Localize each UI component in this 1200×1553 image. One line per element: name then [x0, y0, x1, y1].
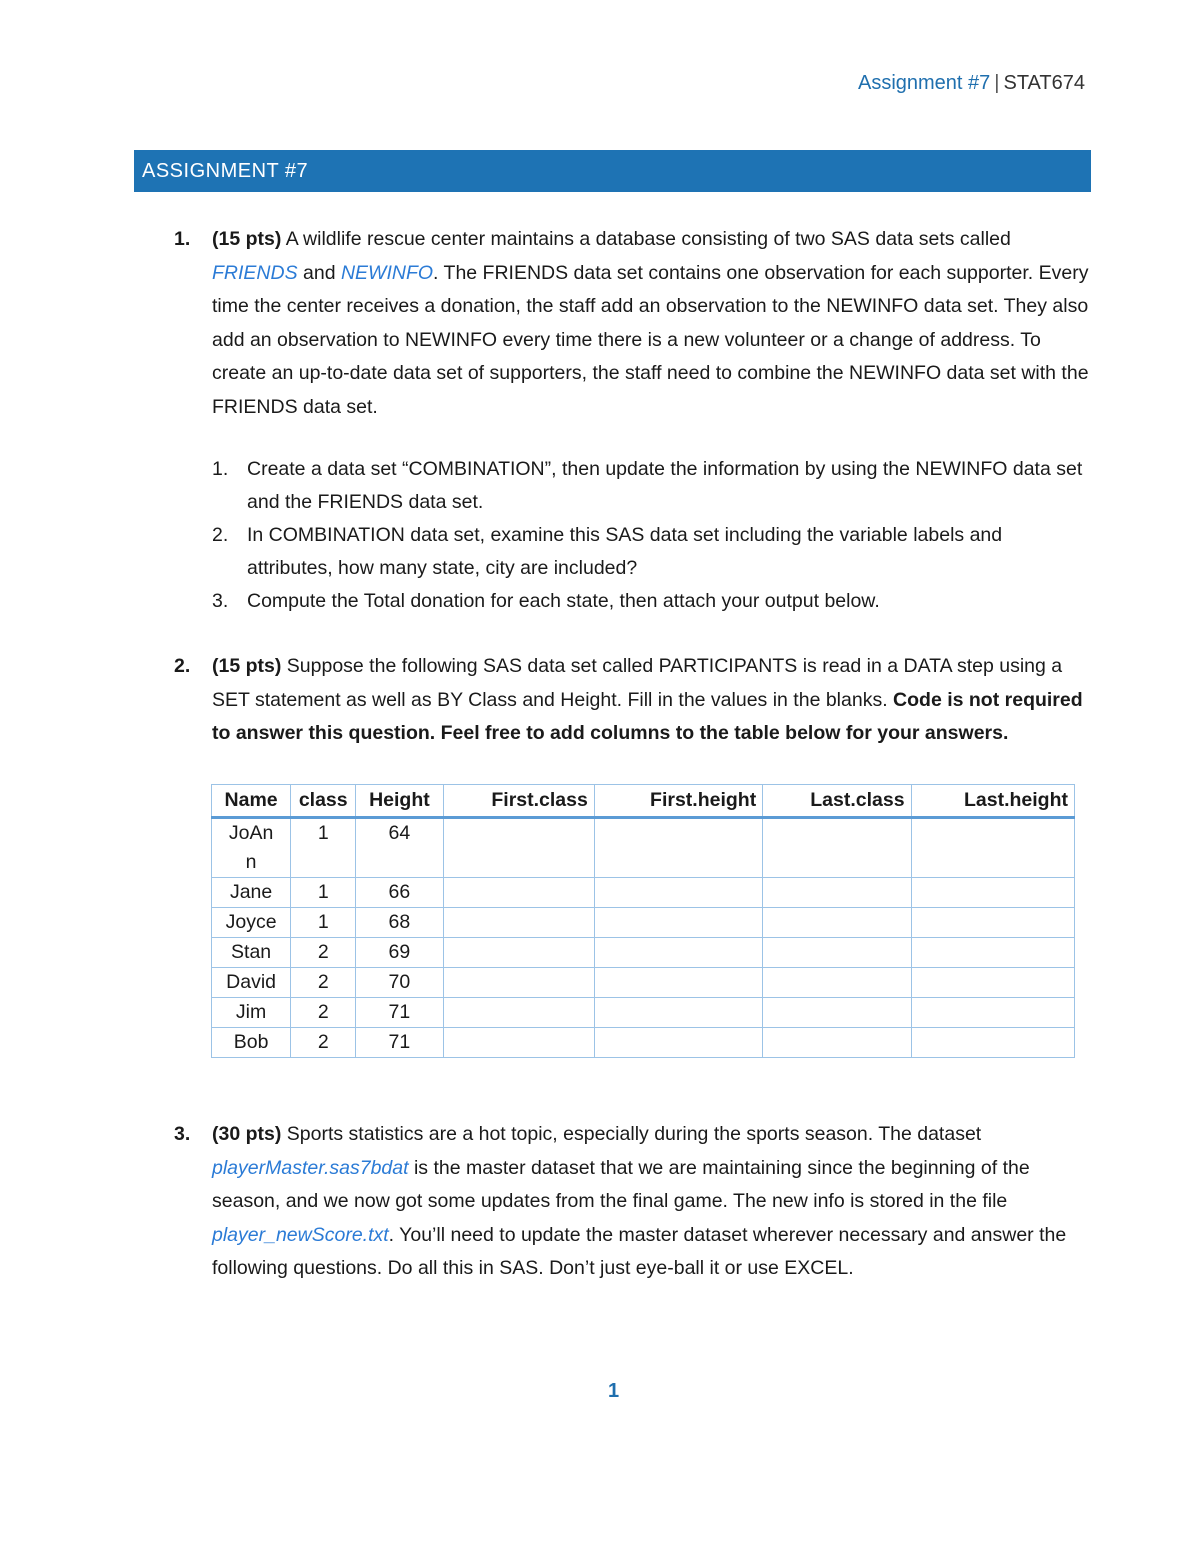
header-course: STAT674: [1003, 72, 1085, 94]
question-3-number: 3.: [174, 1123, 191, 1145]
cell-first-height-blank[interactable]: [594, 818, 762, 878]
table-row: [212, 908, 1075, 938]
question-2-number: 2.: [174, 655, 191, 677]
question-2: [174, 650, 1092, 751]
cell-name: Bob: [212, 1028, 291, 1058]
subitem-number: 3.: [212, 590, 229, 612]
cell-last-height-blank[interactable]: [911, 878, 1074, 908]
cell-first-class-blank[interactable]: [443, 908, 594, 938]
cell-height: 64: [356, 818, 443, 878]
cell-class: 2: [291, 1028, 356, 1058]
question-2-instruction: Code is not required to answer this question. Feel free to add columns to the table below for your answers.: [212, 688, 1083, 744]
cell-last-class-blank[interactable]: [763, 968, 911, 998]
cell-last-class-blank[interactable]: [763, 938, 911, 968]
subitem-1: [212, 453, 1092, 519]
cell-class: 1: [291, 878, 356, 908]
cell-class: 1: [291, 908, 356, 938]
cell-class: 2: [291, 968, 356, 998]
cell-name: David: [212, 968, 291, 998]
column-header-first-height: First.height: [594, 785, 762, 818]
header-separator: |: [994, 72, 1000, 94]
cell-name: Jane: [212, 878, 291, 908]
question-1-number: 1.: [174, 228, 191, 250]
header-assignment: Assignment #7: [857, 72, 991, 94]
question-3: [174, 1118, 1092, 1286]
cell-last-class-blank[interactable]: [763, 1028, 911, 1058]
cell-last-class-blank[interactable]: [763, 878, 911, 908]
column-header-name: Name: [212, 785, 291, 818]
subitem-text: Compute the Total donation for each state, then attach your output below.: [247, 590, 880, 612]
participants-table: [211, 784, 1075, 1058]
table-header-row: [212, 785, 1075, 818]
table-row: [212, 938, 1075, 968]
cell-last-height-blank[interactable]: [911, 908, 1074, 938]
question-3-text-b: is the master dataset that we are maintaining since the beginning of the season, and we now got some updates from the final game. The new info is stored in the file: [212, 1156, 1030, 1212]
newinfo-dataset-name: NEWINFO: [340, 261, 434, 284]
cell-last-height-blank[interactable]: [911, 938, 1074, 968]
question-1-text-b: . The FRIENDS data set contains one observation for each supporter. Every time the center receives a donation, the staff add an observation to the NEWINFO data set. They also add an observation to NEWINFO every time there is a new volunteer or a change of address. To create an up-to-date data set of supporters, the staff need to combine the NEWINFO data set with the FRIENDS data set.: [212, 261, 1089, 418]
subitem-number: 1.: [212, 458, 229, 480]
cell-height: 71: [356, 1028, 443, 1058]
cell-last-height-blank[interactable]: [911, 998, 1074, 1028]
cell-first-class-blank[interactable]: [443, 878, 594, 908]
cell-first-class-blank[interactable]: [443, 1028, 594, 1058]
subitem-text: Create a data set “COMBINATION”, then update the information by using the NEWINFO data set and the FRIENDS data set.: [247, 458, 1083, 513]
cell-first-class-blank[interactable]: [443, 818, 594, 878]
column-header-first-class: First.class: [443, 785, 594, 818]
cell-name-line-1: JoAn: [228, 822, 274, 844]
question-1-text-a: A wildlife rescue center maintains a database consisting of two SAS data sets called: [281, 228, 1011, 250]
question-1-points: (15 pts): [212, 228, 282, 250]
cell-first-height-blank[interactable]: [594, 998, 762, 1028]
question-3-text-a: Sports statistics are a hot topic, especially during the sports season. The dataset: [281, 1123, 982, 1145]
cell-last-class-blank[interactable]: [763, 818, 911, 878]
question-3-text-c: . You’ll need to update the master dataset wherever necessary and answer the following questions. Do all this in SAS. Don’t just eye-ball it or use EXCEL.: [212, 1223, 1067, 1279]
subitem-number: 2.: [212, 524, 229, 546]
subitem-text: In COMBINATION data set, examine this SAS data set including the variable labels and attributes, how many state, city are included?: [247, 524, 1003, 579]
cell-height: 69: [356, 938, 443, 968]
table-row: [212, 878, 1075, 908]
question-1-and: and: [297, 261, 341, 284]
cell-last-height-blank[interactable]: [911, 968, 1074, 998]
column-header-height: Height: [356, 785, 443, 818]
question-2-points: (15 pts): [212, 655, 282, 677]
page-header: [858, 72, 1085, 95]
page-number: 1: [607, 1380, 620, 1402]
cell-first-height-blank[interactable]: [594, 938, 762, 968]
cell-class: 2: [291, 998, 356, 1028]
player-newscore-file: player_newScore.txt: [212, 1223, 389, 1246]
cell-name: Stan: [212, 938, 291, 968]
player-master-file: playerMaster.sas7bdat: [212, 1156, 409, 1179]
column-header-last-class: Last.class: [763, 785, 911, 818]
cell-height: 68: [356, 908, 443, 938]
cell-class: 2: [291, 938, 356, 968]
cell-first-height-blank[interactable]: [594, 878, 762, 908]
column-header-class: class: [291, 785, 356, 818]
question-2-text: Suppose the following SAS data set called PARTICIPANTS is read in a DATA step using a SET statement as well as BY Class and Height. Fill in the values in the blanks.: [212, 655, 1063, 711]
cell-last-class-blank[interactable]: [763, 998, 911, 1028]
cell-name: Joyce: [212, 908, 291, 938]
subitem-3: [212, 585, 1092, 618]
cell-first-class-blank[interactable]: [443, 938, 594, 968]
table-row: [212, 1028, 1075, 1058]
table-row: [212, 998, 1075, 1028]
cell-last-height-blank[interactable]: [911, 1028, 1074, 1058]
cell-class: 1: [291, 818, 356, 878]
question-1: [174, 223, 1092, 424]
table-row: [212, 968, 1075, 998]
cell-first-height-blank[interactable]: [594, 1028, 762, 1058]
cell-height: 70: [356, 968, 443, 998]
cell-first-class-blank[interactable]: [443, 998, 594, 1028]
cell-first-height-blank[interactable]: [594, 908, 762, 938]
friends-dataset-name: FRIENDS: [212, 261, 298, 284]
cell-name: [212, 818, 291, 878]
cell-last-height-blank[interactable]: [911, 818, 1074, 878]
cell-name: Jim: [212, 998, 291, 1028]
column-header-last-height: Last.height: [911, 785, 1074, 818]
table-row: [212, 818, 1075, 878]
cell-last-class-blank[interactable]: [763, 908, 911, 938]
cell-height: 71: [356, 998, 443, 1028]
cell-name-line-2: n: [245, 851, 257, 873]
cell-height: 66: [356, 878, 443, 908]
section-banner: ASSIGNMENT #7: [134, 150, 1091, 192]
cell-first-height-blank[interactable]: [594, 968, 762, 998]
cell-first-class-blank[interactable]: [443, 968, 594, 998]
subitem-2: [212, 519, 1092, 585]
question-1-subitems: [212, 453, 1092, 618]
question-3-points: (30 pts): [212, 1123, 282, 1145]
